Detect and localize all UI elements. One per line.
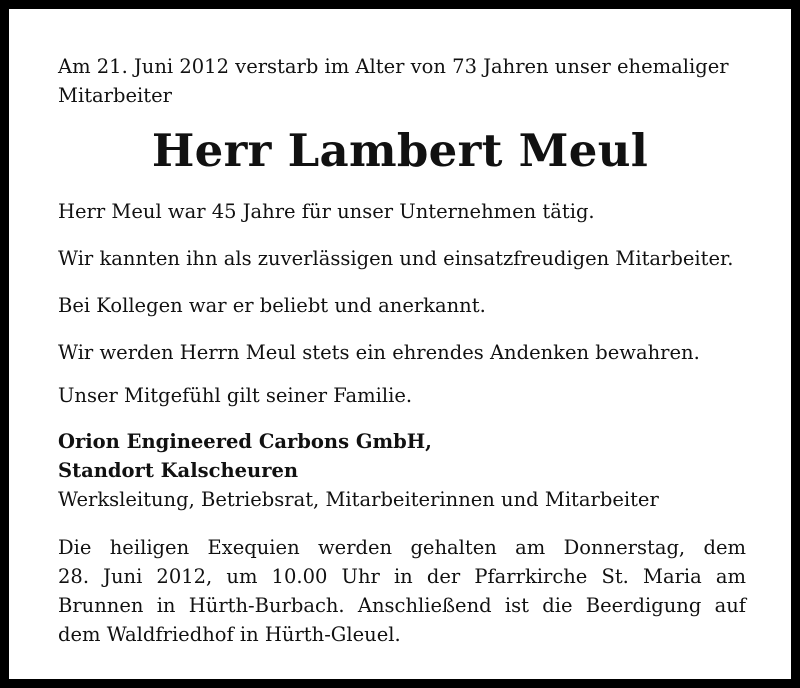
intro-line-1: Am 21. Juni 2012 verstarb im Alter von 73 Jahren unser ehemaliger <box>58 55 729 78</box>
company-site: Standort Kalscheuren <box>58 459 299 482</box>
deceased-name: Herr Lambert Meul <box>151 124 649 177</box>
paragraph-years-of-service: Herr Meul war 45 Jahre für unser Unternehmen tätig. <box>58 200 595 223</box>
company-signature <box>58 427 746 485</box>
company-name: Orion Engineered Carbons GmbH, <box>58 430 432 453</box>
funeral-line-3: Brunnen in Hürth-Burbach. Anschließend ist die Beerdigung auf <box>58 594 746 617</box>
funeral-details <box>58 533 746 649</box>
intro-text <box>58 52 746 110</box>
departments-line: Werksleitung, Betriebsrat, Mitarbeiterinnen und Mitarbeiter <box>58 488 659 511</box>
funeral-line-4: dem Waldfriedhof in Hürth-Gleuel. <box>58 623 401 646</box>
funeral-line-1: Die heiligen Exequien werden gehalten am Donnerstag, dem <box>58 536 746 559</box>
paragraph-colleagues: Bei Kollegen war er beliebt und anerkannt. <box>58 294 486 317</box>
paragraph-remembrance: Wir werden Herrn Meul stets ein ehrendes Andenken bewahren. <box>58 341 700 364</box>
paragraph-condolences: Unser Mitgefühl gilt seiner Familie. <box>58 384 413 407</box>
intro-line-2: Mitarbeiter <box>58 84 172 107</box>
paragraph-reliable-employee: Wir kannten ihn als zuverlässigen und einsatzfreudigen Mitarbeiter. <box>58 247 734 270</box>
funeral-line-2: 28. Juni 2012, um 10.00 Uhr in der Pfarrkirche St. Maria am <box>58 565 746 588</box>
